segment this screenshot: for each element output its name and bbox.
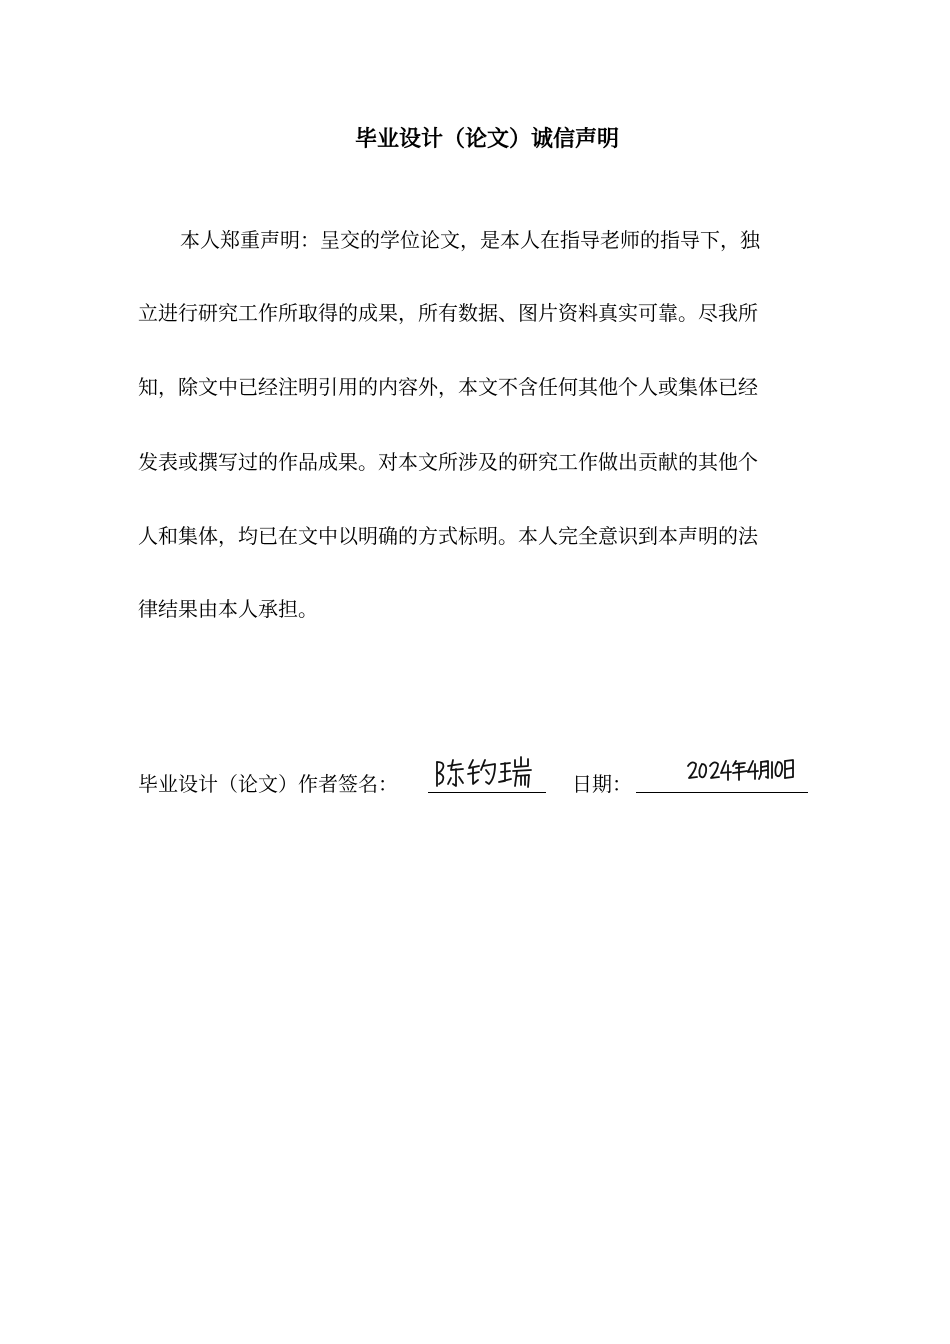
paragraph-line-6: 律结果由本人承担。 xyxy=(138,597,318,621)
paragraph-line-4: 发表或撰写过的作品成果。对本文所涉及的研究工作做出贡献的其他个 xyxy=(138,450,758,474)
paragraph-line-3: 知，除文中已经注明引用的内容外，本文不含任何其他个人或集体已经 xyxy=(138,375,758,399)
author-signature-line xyxy=(428,792,546,793)
paragraph-line-5: 人和集体，均已在文中以明确的方式标明。本人完全意识到本声明的法 xyxy=(138,524,758,548)
date-signature-line xyxy=(636,792,808,793)
paragraph-line-2: 立进行研究工作所取得的成果，所有数据、图片资料真实可靠。尽我所 xyxy=(138,301,758,325)
author-handwritten-signature xyxy=(433,754,533,792)
handwritten-date xyxy=(686,756,796,788)
date-label: 日期： xyxy=(572,772,632,796)
author-signature-label: 毕业设计（论文）作者签名： xyxy=(138,772,398,796)
paragraph-line-1: 本人郑重声明：呈交的学位论文，是本人在指导老师的指导下，独 xyxy=(180,228,760,252)
signature-row xyxy=(138,764,838,804)
page-title: 毕业设计（论文）诚信声明 xyxy=(354,127,619,152)
